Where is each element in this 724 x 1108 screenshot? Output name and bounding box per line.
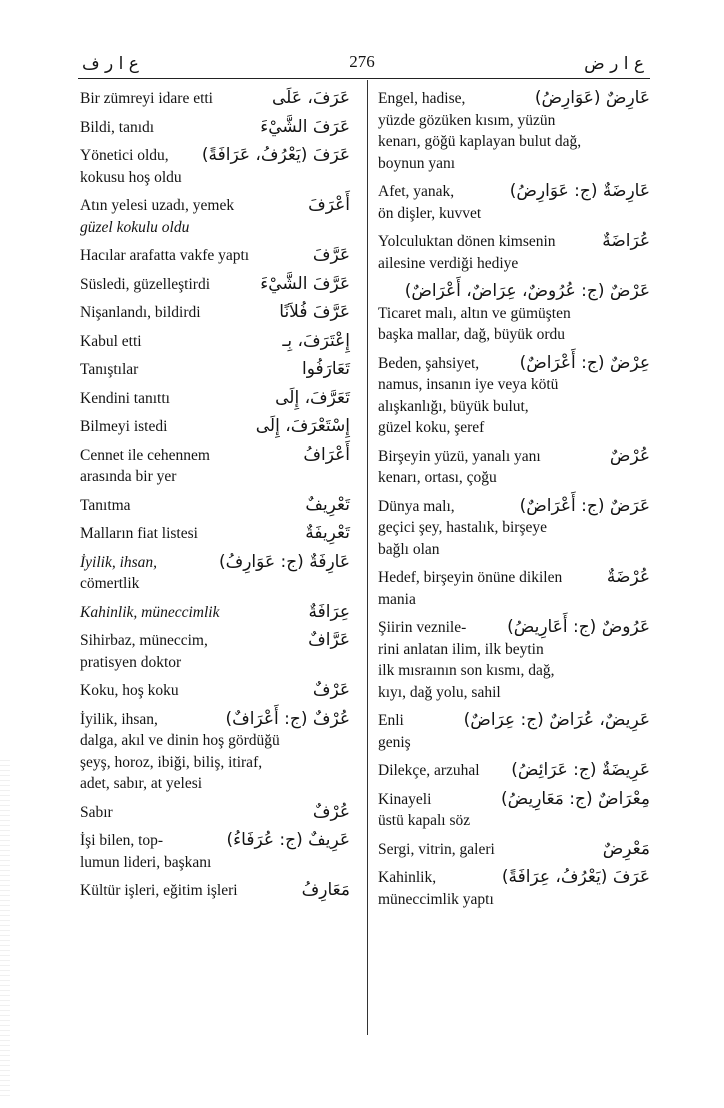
entry-headline xyxy=(80,274,350,296)
entry-meaning: Sabır xyxy=(80,803,113,821)
entry-meaning: Şiirin veznile- xyxy=(378,619,467,636)
entry-meaning: Hedef, birşeyin önüne dikilen xyxy=(378,569,563,586)
dictionary-entry xyxy=(80,802,350,824)
entry-headline xyxy=(80,416,350,438)
entry-headline xyxy=(80,802,350,824)
dictionary-entry xyxy=(80,302,350,324)
entry-continuation: üstü kapalı söz xyxy=(378,812,471,829)
entry-headline xyxy=(80,359,350,381)
entry-arabic-term: أَعْرَفَ xyxy=(308,195,350,215)
entry-continuation: güzel koku, şeref xyxy=(378,419,485,436)
entry-arabic-term: مَعَارِفُ xyxy=(301,880,350,900)
entry-meaning: Beden, şahsiyet, xyxy=(378,354,480,372)
entry-arabic-term: عَرِيفٌ (ج: عُرَفَاءُ) xyxy=(226,830,350,850)
entry-continuation: Ticaret malı, altın ve gümüşten xyxy=(378,304,571,322)
entry-meaning: Cennet ile cehennem xyxy=(80,446,210,464)
entry-headline xyxy=(378,88,650,110)
entry-arabic-term: عُرَاضَةٌ xyxy=(602,231,650,251)
dictionary-entry xyxy=(80,602,350,624)
entry-meaning: Kahinlik, müneccimlik xyxy=(80,603,220,621)
entry-meaning: Bir zümreyi idare etti xyxy=(80,90,213,107)
entry-arabic-term: تَعْرِيفٌ xyxy=(305,494,350,515)
column-divider xyxy=(367,80,368,1035)
entry-meaning: Afet, yanak, xyxy=(378,183,455,200)
entry-continuation: geçici şey, hastalık, birşeye xyxy=(378,519,548,536)
entry-continuation: adet, sabır, at yelesi xyxy=(80,775,203,792)
dictionary-entry xyxy=(80,680,350,702)
entry-continuation: ilk mısraının son kısmı, dağ, xyxy=(378,662,555,679)
entry-arabic-term: عَرِيضَةٌ (ج: عَرَائِضُ) xyxy=(511,760,650,780)
entry-arabic-term: إِعْتَرَفَ، بِـ xyxy=(282,330,350,351)
entry-headline xyxy=(378,496,650,518)
entry-continuation: başka mallar, dağ, büyük ordu xyxy=(378,326,566,343)
entry-meaning: İyilik, ihsan, xyxy=(80,553,158,571)
entry-headline xyxy=(378,710,650,732)
entry-headline xyxy=(80,145,350,167)
entry-arabic-term: عَرَّفَ فُلاَنًا xyxy=(279,302,350,322)
entry-continuation: pratisyen doktor xyxy=(80,653,182,671)
entry-meaning: Sihirbaz, müneccim, xyxy=(80,632,208,649)
dictionary-entry xyxy=(378,567,650,610)
dictionary-entry xyxy=(80,552,350,595)
entry-headline xyxy=(378,867,650,889)
entry-continuation: kokusu hoş oldu xyxy=(80,168,182,186)
dictionary-entry xyxy=(378,496,650,561)
entry-meaning: Engel, hadise, xyxy=(378,90,466,107)
entry-continuation: cömertlik xyxy=(80,575,140,592)
entry-continuation: kıyı, dağ yolu, sahil xyxy=(378,683,501,701)
dictionary-entry xyxy=(378,446,650,489)
entry-arabic-term: عِرْضٌ (ج: أَعْرَاضٌ) xyxy=(519,352,650,373)
entry-arabic-term: عُرْضٌ xyxy=(609,445,650,466)
dictionary-entry xyxy=(80,359,350,381)
entry-continuation: lumun lideri, başkanı xyxy=(80,853,212,871)
header-rule xyxy=(78,78,650,79)
dictionary-entry xyxy=(378,710,650,753)
entry-arabic-term: مِعْرَاضٌ (ج: مَعَارِيضُ) xyxy=(501,788,650,809)
entry-continuation: alışkanlığı, büyük bulut, xyxy=(378,397,529,415)
dictionary-entry xyxy=(378,181,650,224)
dictionary-entry xyxy=(80,495,350,517)
entry-continuation: kenarı, ortası, çoğu xyxy=(378,469,497,486)
dictionary-entry xyxy=(80,523,350,545)
entry-arabic-term: عَرَفَ (يَعْرُفُ، عَرَافَةً) xyxy=(201,145,350,165)
dictionary-entry xyxy=(378,760,650,782)
entry-arabic-term: عَارِضَةٌ (ج: عَوَارِضُ) xyxy=(509,181,650,201)
entry-headline xyxy=(80,830,350,852)
entry-headline xyxy=(378,181,650,203)
entry-headline xyxy=(378,281,650,303)
entry-meaning: Hacılar arafatta vakfe yaptı xyxy=(80,247,250,264)
entry-arabic-term: عَرُوضٌ (ج: أَعَارِيضُ) xyxy=(507,617,650,637)
entry-continuation: arasında bir yer xyxy=(80,468,177,485)
entry-headline xyxy=(378,760,650,782)
entry-meaning: Dünya malı, xyxy=(378,497,455,515)
entry-continuation: ön dişler, kuvvet xyxy=(378,204,482,222)
entry-continuation: müneccimlik yaptı xyxy=(378,890,494,908)
running-head-right: ع ا ر ض xyxy=(584,54,644,74)
entry-headline xyxy=(80,445,350,467)
entry-arabic-term: تَعْرِيفَةٌ xyxy=(305,523,350,543)
entry-meaning: İşi bilen, top- xyxy=(80,832,164,849)
entry-headline xyxy=(80,880,350,902)
dictionary-entry xyxy=(80,880,350,902)
dictionary-entry xyxy=(80,388,350,410)
dictionary-entry xyxy=(378,281,650,346)
entry-arabic-term: عُرْفٌ (ج: أَعْرَافٌ) xyxy=(225,708,350,729)
entry-meaning: Bilmeyi istedi xyxy=(80,418,168,435)
entry-headline xyxy=(80,602,350,624)
dictionary-entry xyxy=(378,839,650,861)
entry-arabic-term: عِرَافَةٌ xyxy=(308,601,350,622)
entry-meaning: Tanıtma xyxy=(80,496,131,514)
dictionary-entry xyxy=(378,88,650,174)
entry-continuation: kenarı, göğü kaplayan bulut dağ, xyxy=(378,133,582,150)
entry-meaning: Tanıştılar xyxy=(80,361,139,378)
entry-arabic-term: مَعْرِضٌ xyxy=(602,838,650,859)
entry-headline xyxy=(378,231,650,253)
entry-meaning: Nişanlandı, bildirdi xyxy=(80,304,201,321)
entry-continuation: ailesine verdiği hediye xyxy=(378,254,519,272)
dictionary-entry xyxy=(378,617,650,703)
entry-headline xyxy=(80,552,350,574)
entry-arabic-term: إِسْتَعْرَفَ، إِلَى xyxy=(255,416,350,436)
entry-continuation: boynun yanı xyxy=(378,154,456,172)
left-column xyxy=(80,88,350,909)
entry-headline xyxy=(80,709,350,731)
entry-meaning: Atın yelesi uzadı, yemek xyxy=(80,197,235,214)
entry-meaning: Kendini tanıttı xyxy=(80,389,170,407)
entry-headline xyxy=(80,388,350,410)
entry-meaning: Malların fiat listesi xyxy=(80,525,198,542)
entry-continuation: yüzde gözüken kısım, yüzün xyxy=(378,111,556,129)
dictionary-entry xyxy=(80,709,350,795)
entry-arabic-term: عَرْضٌ (ج: عُرُوضٌ، عِرَاضٌ، أَعْرَاضٌ) xyxy=(404,281,650,301)
entry-arabic-term: عَرَفَ، عَلَى xyxy=(272,88,350,108)
entry-headline xyxy=(80,495,350,517)
entry-arabic-term: عَرَضٌ (ج: أَعْرَاضٌ) xyxy=(519,495,650,516)
dictionary-entry xyxy=(80,88,350,110)
dictionary-entry xyxy=(80,331,350,353)
entry-arabic-term: عَرْفٌ xyxy=(312,680,350,700)
dictionary-entry xyxy=(80,416,350,438)
entry-meaning: Kabul etti xyxy=(80,332,142,350)
entry-arabic-term: تَعَارَفُوا xyxy=(302,359,350,379)
dictionary-entry xyxy=(80,245,350,267)
entry-arabic-term: تَعَرَّفَ، إِلَى xyxy=(275,387,350,408)
entry-continuation: namus, insanın iye veya kötü xyxy=(378,376,559,393)
right-column xyxy=(378,88,650,917)
entry-arabic-term: عَرَّفَ xyxy=(312,245,350,265)
entry-headline xyxy=(80,117,350,139)
entry-meaning: Bildi, tanıdı xyxy=(80,118,155,136)
entry-arabic-term: عُرْضَةٌ xyxy=(606,567,650,587)
scan-artifact xyxy=(0,760,10,1100)
entry-arabic-term: عَارِضٌ (عَوَارِضُ) xyxy=(534,88,650,108)
entry-arabic-term: عَرِيضٌ، عُرَاضٌ (ج: عِرَاضٌ) xyxy=(463,710,650,730)
entry-headline xyxy=(378,839,650,861)
entry-meaning: Birşeyin yüzü, yanalı yanı xyxy=(378,447,541,465)
entry-meaning: Kahinlik, xyxy=(378,869,437,886)
entry-headline xyxy=(378,446,650,468)
entry-meaning: Enli xyxy=(378,712,404,729)
entry-meaning: Kültür işleri, eğitim işleri xyxy=(80,882,238,899)
entry-arabic-term: عَرَّفَ الشَّيْءَ xyxy=(260,273,350,294)
entry-headline xyxy=(80,302,350,324)
dictionary-entry xyxy=(80,117,350,139)
entry-headline xyxy=(378,617,650,639)
entry-meaning: Süsledi, güzelleştirdi xyxy=(80,275,211,293)
entry-headline xyxy=(80,88,350,110)
entry-continuation: dalga, akıl ve dinin hoş gördüğü xyxy=(80,732,280,749)
entry-arabic-term: عُرْفٌ xyxy=(312,801,350,822)
dictionary-entry xyxy=(80,145,350,188)
entry-meaning: İyilik, ihsan, xyxy=(80,710,158,728)
entry-meaning: Yönetici oldu, xyxy=(80,147,169,164)
dictionary-entry xyxy=(80,830,350,873)
entry-headline xyxy=(378,353,650,375)
entry-arabic-term: عَرَفَ الشَّيْءَ xyxy=(260,116,350,137)
entry-headline xyxy=(80,245,350,267)
entry-continuation: geniş xyxy=(378,733,411,751)
dictionary-entry xyxy=(378,867,650,910)
entry-meaning: Dilekçe, arzuhal xyxy=(378,762,480,779)
entry-headline xyxy=(80,195,350,217)
dictionary-entry xyxy=(378,231,650,274)
dictionary-entry xyxy=(80,630,350,673)
entry-headline xyxy=(378,567,650,589)
entry-arabic-term: عَارِفَةٌ (ج: عَوَارِفُ) xyxy=(218,551,350,572)
entry-meaning: Kinayeli xyxy=(378,790,432,808)
dictionary-entry xyxy=(378,789,650,832)
entry-meaning: Koku, hoş koku xyxy=(80,682,179,699)
dictionary-entry xyxy=(80,274,350,296)
entry-headline xyxy=(80,680,350,702)
entry-meaning: Sergi, vitrin, galeri xyxy=(378,840,495,858)
entry-arabic-term: عَرَفَ (يَعْرُفُ، عِرَافَةً) xyxy=(501,867,650,887)
entry-continuation: rini anlatan ilim, ilk beytin xyxy=(378,640,544,658)
running-head-left: ع ا ر ف xyxy=(82,54,139,74)
entry-headline xyxy=(80,331,350,353)
entry-headline xyxy=(378,789,650,811)
entry-headline xyxy=(80,630,350,652)
dictionary-entry xyxy=(378,353,650,439)
entry-headline xyxy=(80,523,350,545)
entry-continuation: mania xyxy=(378,590,416,608)
entry-arabic-term: أَعْرَافُ xyxy=(303,444,350,465)
page-number: 276 xyxy=(349,52,375,71)
entry-continuation: güzel kokulu oldu xyxy=(80,218,190,236)
entry-meaning: Yolculuktan dönen kimsenin xyxy=(378,233,556,250)
dictionary-entry xyxy=(80,195,350,238)
entry-arabic-term: عَرَّافٌ xyxy=(308,630,350,650)
entry-continuation: şeyş, horoz, ibiği, biliş, itiraf, xyxy=(80,753,263,771)
dictionary-entry xyxy=(80,445,350,488)
entry-continuation: bağlı olan xyxy=(378,540,440,558)
